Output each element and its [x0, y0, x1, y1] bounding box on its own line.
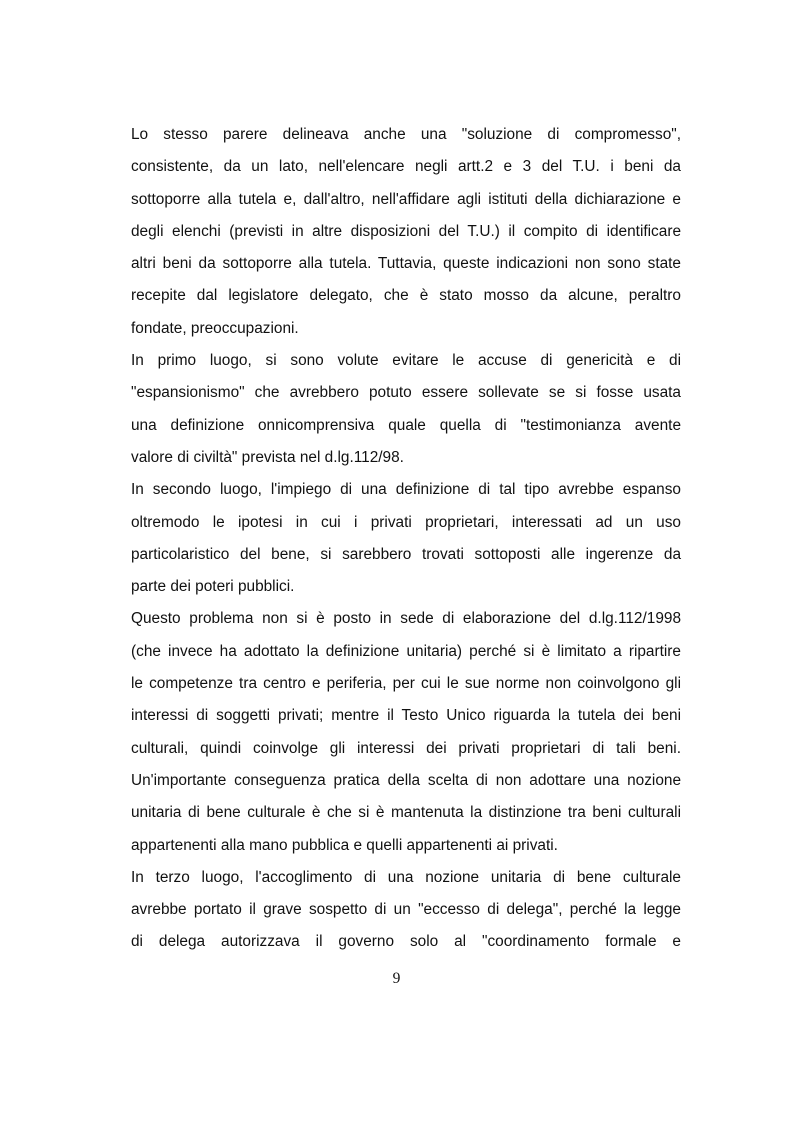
text-line: In secondo luogo, l'impiego di una definizione di tal tipo avrebbe espanso [131, 481, 681, 499]
text-line: recepite dal legislatore delegato, che è stato mosso da alcune, peraltro [131, 287, 681, 305]
body-text [131, 119, 681, 959]
text-line: interessi di soggetti privati; mentre il Testo Unico riguarda la tutela dei beni [131, 707, 681, 725]
text-line: di delega autorizzava il governo solo al "coordinamento formale e [131, 933, 681, 951]
text-line: le competenze tra centro e periferia, per cui le sue norme non coinvolgono gli [131, 675, 681, 693]
text-line: unitaria di bene culturale è che si è mantenuta la distinzione tra beni culturali [131, 804, 681, 822]
text-line: fondate, preoccupazioni. [131, 319, 299, 337]
text-line: In terzo luogo, l'accoglimento di una nozione unitaria di bene culturale [131, 868, 681, 886]
text-line: avrebbe portato il grave sospetto di un "eccesso di delega", perché la legge [131, 901, 681, 919]
text-line: culturali, quindi coinvolge gli interessi dei privati proprietari di tali beni. [131, 739, 681, 757]
text-line: una definizione onnicomprensiva quale quella di "testimonianza avente [131, 416, 681, 434]
paragraph-2 [131, 345, 681, 474]
text-line: oltremodo le ipotesi in cui i privati proprietari, interessati ad un uso [131, 513, 681, 531]
text-line: appartenenti alla mano pubblica e quelli appartenenti ai privati. [131, 836, 558, 854]
text-line: particolaristico del bene, si sarebbero trovati sottoposti alle ingerenze da [131, 545, 681, 563]
paragraph-4 [131, 603, 681, 861]
paragraph-3 [131, 474, 681, 603]
text-line: parte dei poteri pubblici. [131, 578, 295, 596]
text-line: Un'importante conseguenza pratica della scelta di non adottare una nozione [131, 771, 681, 789]
text-line: Questo problema non si è posto in sede di elaborazione del d.lg.112/1998 [131, 610, 681, 628]
text-line: altri beni da sottoporre alla tutela. Tuttavia, queste indicazioni non sono state [131, 255, 681, 273]
page-number: 9 [392, 970, 401, 987]
text-line: degli elenchi (previsti in altre disposizioni del T.U.) il compito di identificare [131, 222, 681, 240]
text-line: In primo luogo, si sono volute evitare le accuse di genericità e di [131, 352, 681, 370]
text-line: valore di civiltà" prevista nel d.lg.112/98. [131, 448, 404, 466]
paragraph-5 [131, 862, 681, 959]
paragraph-1 [131, 119, 681, 345]
text-line: "espansionismo" che avrebbero potuto essere sollevate se si fosse usata [131, 384, 681, 402]
text-line: Lo stesso parere delineava anche una "soluzione di compromesso", [131, 126, 681, 143]
text-line: consistente, da un lato, nell'elencare negli artt.2 e 3 del T.U. i beni da [131, 158, 681, 176]
text-line: sottoporre alla tutela e, dall'altro, nell'affidare agli istituti della dichiarazione e [131, 190, 681, 208]
text-line: (che invece ha adottato la definizione unitaria) perché si è limitato a ripartire [131, 642, 681, 660]
